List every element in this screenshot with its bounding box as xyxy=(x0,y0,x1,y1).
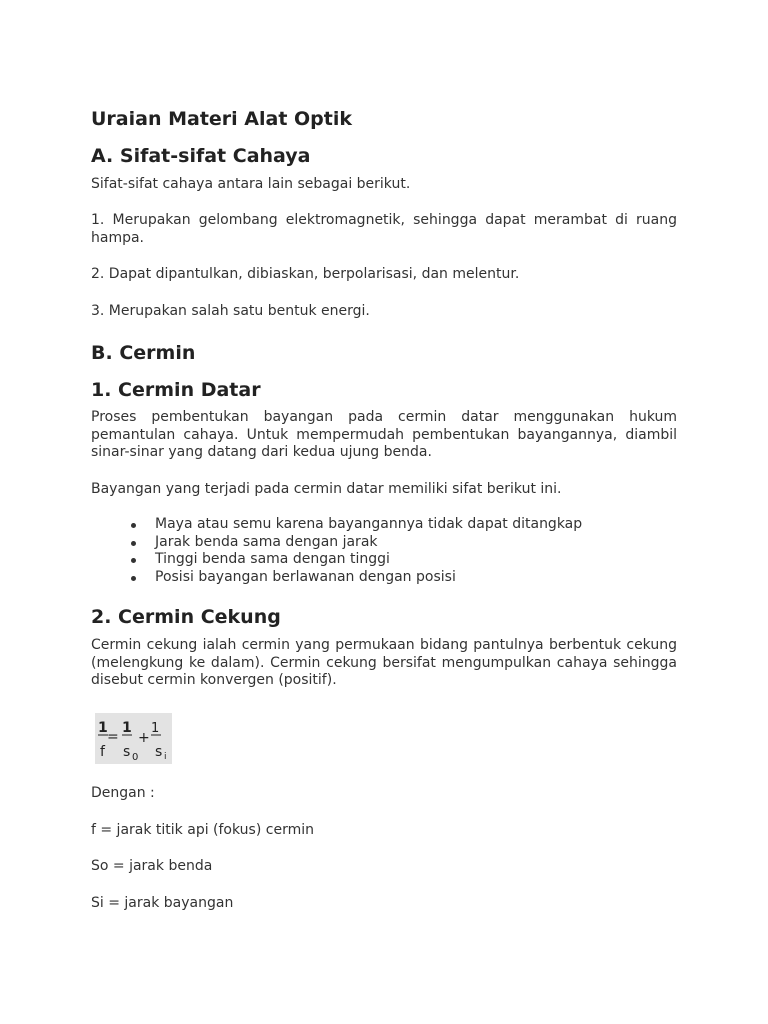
bullet-icon xyxy=(131,541,136,546)
section-heading-cermin: B. Cermin xyxy=(91,342,196,364)
paragraph-cermin-datar: Proses pembentukan bayangan pada cermin datar menggunakan hukum pemantulan cahaya. Untuk mempermudah pembentukan bayangannya, diambil sinar-sinar yang datang dari kedua ujung benda. xyxy=(91,409,677,460)
legend-intro: Dengan : xyxy=(91,785,155,801)
formula-denominator-s-image: s xyxy=(155,744,163,760)
formula-numerator-3: 1 xyxy=(151,721,160,736)
bullet-icon xyxy=(131,558,136,563)
paragraph-sifat-bayangan: Bayangan yang terjadi pada cermin datar memiliki sifat berikut ini. xyxy=(91,481,562,497)
numbered-item-2: 2. Dapat dipantulkan, dibiaskan, berpolarisasi, dan melentur. xyxy=(91,266,520,282)
list-item xyxy=(91,569,582,587)
subsection-heading-cermin-cekung: 2. Cermin Cekung xyxy=(91,606,281,628)
numbered-item-1: 1. Merupakan gelombang elektromagnetik, sehingga dapat merambat di ruang hampa. xyxy=(91,212,677,246)
formula-plus: + xyxy=(138,730,150,746)
list-item-text: Posisi bayangan berlawanan dengan posisi xyxy=(155,568,456,585)
mirror-formula-image xyxy=(95,713,172,764)
subsection-heading-cermin-datar: 1. Cermin Datar xyxy=(91,379,261,401)
formula-denominator-s: s xyxy=(123,744,131,760)
list-item xyxy=(91,534,582,552)
formula-denominator-f: f xyxy=(100,744,105,760)
formula-numerator-2: 1 xyxy=(122,720,132,736)
legend-f: f = jarak titik api (fokus) cermin xyxy=(91,822,314,838)
list-item xyxy=(91,551,582,569)
formula-equals: = xyxy=(107,729,119,745)
bullet-list-sifat xyxy=(91,516,582,586)
section-intro: Sifat-sifat cahaya antara lain sebagai berikut. xyxy=(91,176,411,192)
formula-subscript-0: 0 xyxy=(132,752,139,763)
formula-numerator-1: 1 xyxy=(98,720,108,736)
section-heading-sifat-cahaya: A. Sifat-sifat Cahaya xyxy=(91,145,311,167)
document-title: Uraian Materi Alat Optik xyxy=(91,108,353,130)
bullet-icon xyxy=(131,523,136,528)
list-item xyxy=(91,516,582,534)
legend-so: So = jarak benda xyxy=(91,858,213,874)
list-item-text: Tinggi benda sama dengan tinggi xyxy=(155,551,390,567)
bullet-icon xyxy=(131,576,136,581)
numbered-item-3: 3. Merupakan salah satu bentuk energi. xyxy=(91,303,370,319)
paragraph-cermin-cekung: Cermin cekung ialah cermin yang permukaan bidang pantulnya berbentuk cekung (melengkung ke dalam). Cermin cekung bersifat mengumpulkan cahaya sehingga disebut cermin konvergen (positif). xyxy=(91,637,677,688)
legend-si: Si = jarak bayangan xyxy=(91,895,234,911)
formula-subscript-i: i xyxy=(164,752,167,762)
list-item-text: Jarak benda sama dengan jarak xyxy=(155,533,378,550)
list-item-text: Maya atau semu karena bayangannya tidak dapat ditangkap xyxy=(155,516,583,532)
